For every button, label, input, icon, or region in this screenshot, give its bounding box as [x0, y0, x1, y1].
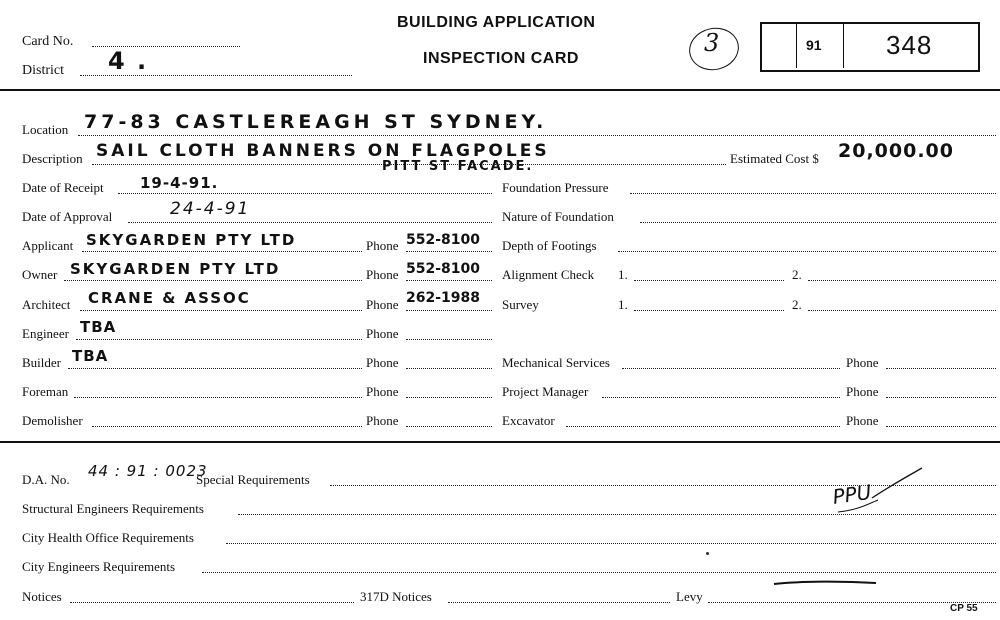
special-requirements-label: Special Requirements [196, 472, 310, 487]
survey-1-label: 1. [618, 297, 628, 312]
notices-317d-label: 317D Notices [360, 589, 432, 604]
date-of-receipt-label: Date of Receipt [22, 180, 104, 195]
engineer-phone-label: Phone [366, 326, 399, 341]
location-label: Location [22, 122, 69, 137]
foreman-label: Foreman [22, 384, 69, 399]
survey-1-field[interactable] [634, 310, 784, 311]
applicant-phone-label: Phone [366, 238, 399, 253]
title-line2: INSPECTION CARD [423, 50, 579, 67]
notices-317d-field[interactable] [448, 602, 670, 603]
builder-phone-field[interactable] [406, 368, 492, 369]
initials: PPU [831, 479, 873, 509]
foundation-pressure-field[interactable] [630, 193, 996, 194]
mechanical-services-phone-field[interactable] [886, 368, 996, 369]
architect-label: Architect [22, 297, 71, 312]
engineer-field[interactable] [76, 339, 362, 340]
mechanical-services-label: Mechanical Services [502, 355, 610, 370]
owner-field[interactable] [64, 280, 362, 281]
location-field[interactable] [78, 135, 996, 136]
architect-phone-value: 262-1988 [406, 290, 480, 306]
architect-field[interactable] [80, 310, 362, 311]
owner-label: Owner [22, 267, 58, 282]
city-health-label: City Health Office Requirements [22, 530, 194, 545]
builder-field[interactable] [68, 368, 362, 369]
engineer-phone-field[interactable] [406, 339, 492, 340]
demolisher-label: Demolisher [22, 413, 83, 428]
form-code: CP 55 [950, 603, 978, 614]
builder-label: Builder [22, 355, 61, 370]
description-value-line2: PITT ST FACADE. [382, 159, 534, 174]
notices-field[interactable] [70, 602, 354, 603]
project-manager-field[interactable] [602, 397, 840, 398]
architect-phone-field[interactable] [406, 310, 492, 311]
demolisher-field[interactable] [92, 426, 362, 427]
owner-value: SKYGARDEN PTY LTD [70, 260, 281, 278]
district-field[interactable] [80, 75, 352, 76]
foreman-field[interactable] [74, 397, 362, 398]
depth-of-footings-label: Depth of Footings [502, 238, 597, 253]
initials-stroke [828, 464, 928, 514]
estimated-cost-value: 20,000.00 [838, 140, 954, 162]
levy-dash-mark [772, 578, 880, 588]
builder-phone-label: Phone [366, 355, 399, 370]
foreman-phone-label: Phone [366, 384, 399, 399]
applicant-field[interactable] [82, 251, 362, 252]
project-manager-phone-field[interactable] [886, 397, 996, 398]
alignment-check-2-label: 2. [792, 267, 802, 282]
header-divider [0, 89, 1000, 91]
demolisher-phone-label: Phone [366, 413, 399, 428]
applicant-phone-field[interactable] [406, 251, 492, 252]
card-number-small: 91 [806, 37, 822, 53]
ink-dot [706, 552, 709, 555]
survey-label: Survey [502, 297, 539, 312]
date-of-receipt-value: 19-4-91. [140, 174, 219, 192]
date-of-approval-value: 24-4-91 [170, 199, 251, 219]
architect-phone-label: Phone [366, 297, 399, 312]
card-number: 348 [886, 30, 933, 60]
title-line1: BUILDING APPLICATION [397, 14, 596, 31]
district-label: District [22, 63, 64, 78]
date-of-receipt-field[interactable] [118, 193, 492, 194]
demolisher-phone-field[interactable] [406, 426, 492, 427]
architect-value: CRANE & ASSOC [88, 289, 251, 307]
depth-of-footings-field[interactable] [618, 251, 996, 252]
foreman-phone-field[interactable] [406, 397, 492, 398]
card-number-box [760, 22, 980, 72]
levy-label: Levy [676, 589, 703, 604]
foundation-pressure-label: Foundation Pressure [502, 180, 609, 195]
nature-of-foundation-field[interactable] [640, 222, 996, 223]
estimated-cost-label: Estimated Cost $ [730, 151, 819, 166]
applicant-value: SKYGARDEN PTY LTD [86, 231, 297, 249]
description-value-line1: SAIL CLOTH BANNERS ON FLAGPOLES [96, 141, 550, 161]
owner-phone-field[interactable] [406, 280, 492, 281]
applicant-label: Applicant [22, 238, 74, 253]
city-engineers-label: City Engineers Requirements [22, 559, 176, 574]
nature-of-foundation-label: Nature of Foundation [502, 209, 614, 224]
description-label: Description [22, 151, 83, 166]
location-value: 77-83 CASTLEREAGH ST SYDNEY. [84, 111, 548, 133]
middle-divider [0, 441, 1000, 443]
excavator-field[interactable] [566, 426, 840, 427]
city-health-field[interactable] [226, 543, 996, 544]
da-no-label: D.A. No. [22, 472, 70, 487]
notices-label: Notices [22, 589, 62, 604]
city-engineers-field[interactable] [202, 572, 996, 573]
circled-number: 3 [704, 29, 722, 57]
structural-engineers-field[interactable] [238, 514, 996, 515]
alignment-check-2-field[interactable] [808, 280, 996, 281]
card-no-label: Card No. [22, 34, 74, 49]
date-of-approval-field[interactable] [128, 222, 492, 223]
excavator-label: Excavator [502, 413, 555, 428]
mechanical-services-phone-label: Phone [846, 355, 879, 370]
alignment-check-label: Alignment Check [502, 267, 595, 282]
structural-engineers-label: Structural Engineers Requirements [22, 501, 204, 516]
builder-value: TBA [72, 347, 109, 365]
date-of-approval-label: Date of Approval [22, 209, 113, 224]
da-no-value: 44 : 91 : 0023 [88, 462, 208, 480]
applicant-phone-value: 552-8100 [406, 232, 480, 248]
project-manager-label: Project Manager [502, 384, 589, 399]
engineer-value: TBA [80, 318, 117, 336]
project-manager-phone-label: Phone [846, 384, 879, 399]
alignment-check-1-label: 1. [618, 267, 628, 282]
engineer-label: Engineer [22, 326, 69, 341]
district-value: 4 . [108, 47, 149, 75]
survey-2-field[interactable] [808, 310, 996, 311]
excavator-phone-field[interactable] [886, 426, 996, 427]
owner-phone-label: Phone [366, 267, 399, 282]
survey-2-label: 2. [792, 297, 802, 312]
excavator-phone-label: Phone [846, 413, 879, 428]
mechanical-services-field[interactable] [622, 368, 840, 369]
owner-phone-value: 552-8100 [406, 261, 480, 277]
alignment-check-1-field[interactable] [634, 280, 784, 281]
